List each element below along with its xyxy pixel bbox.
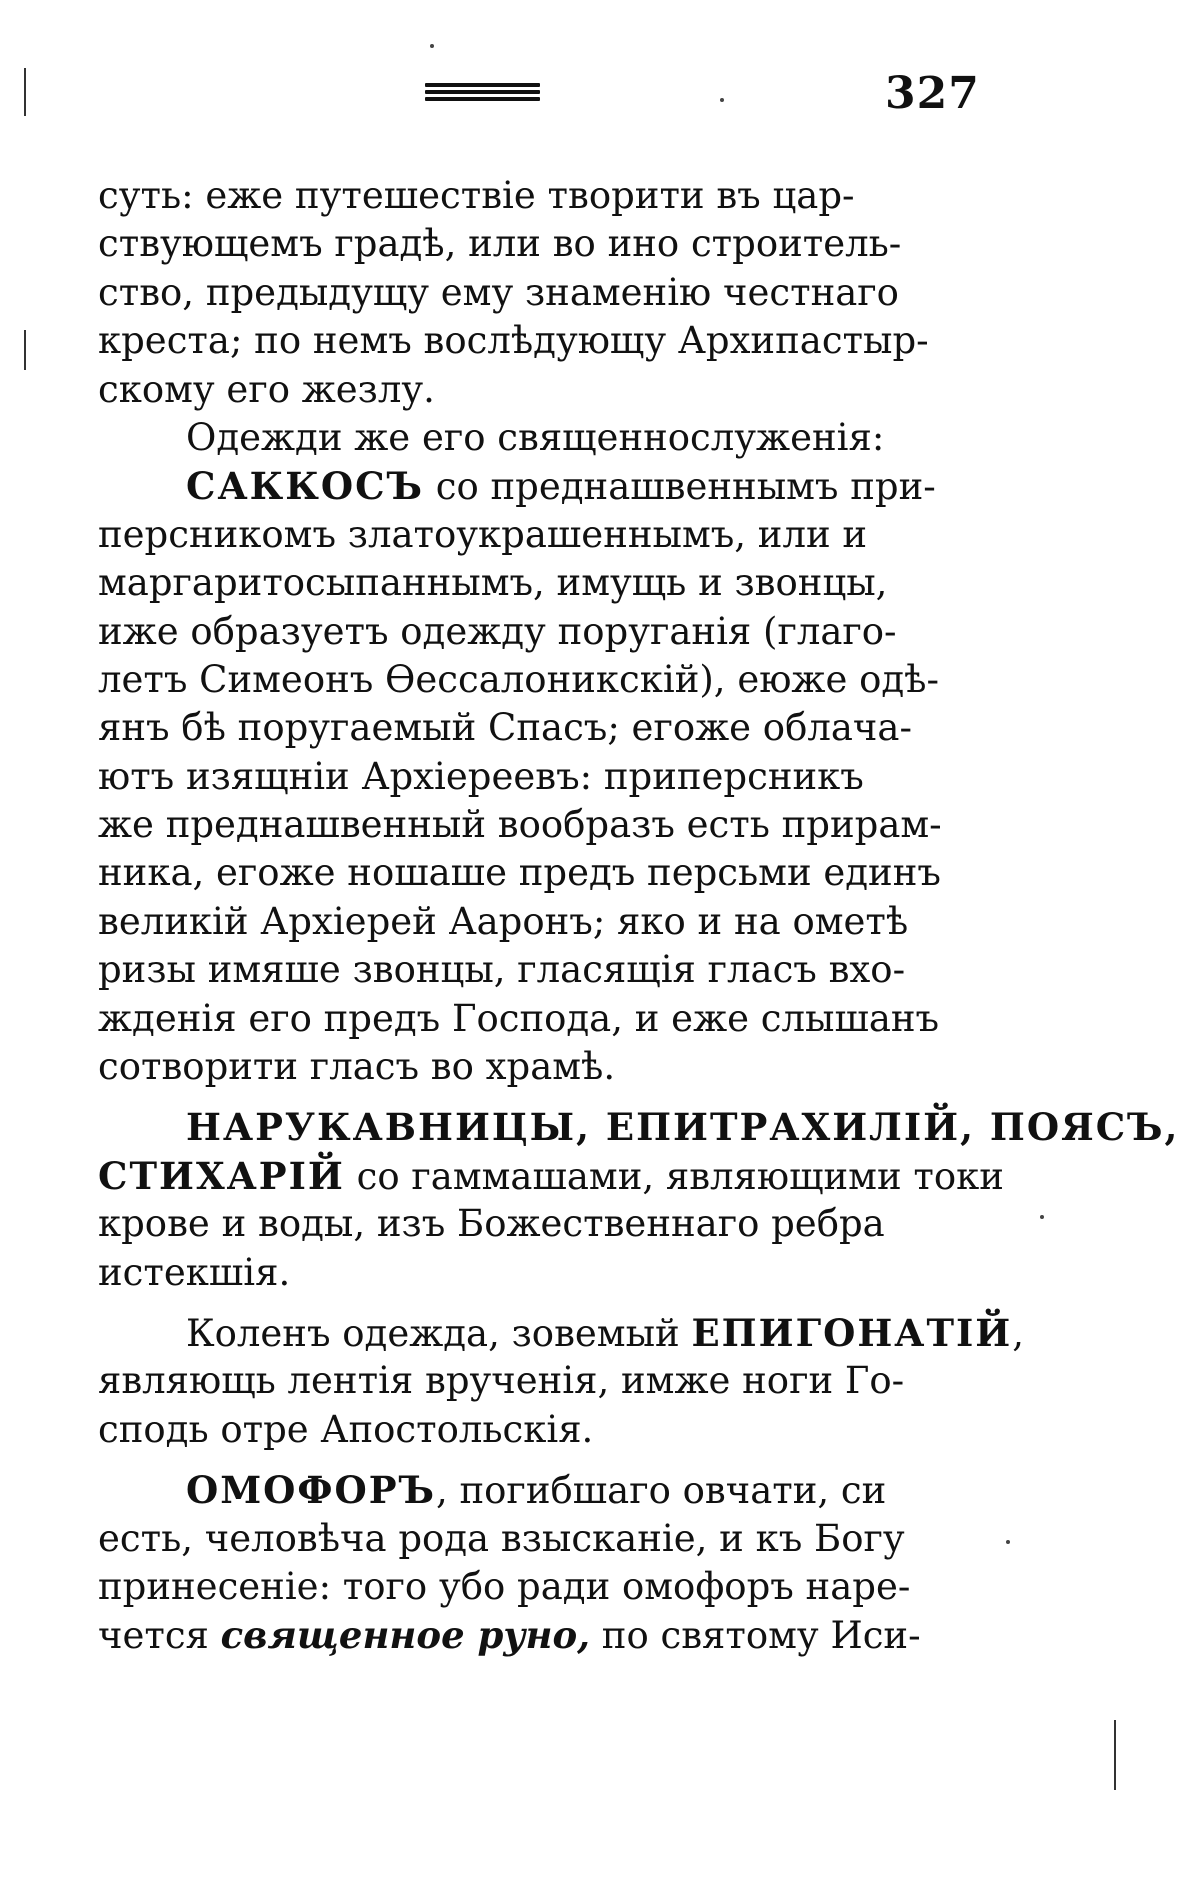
text-line: персникомъ златоукрашеннымъ, или и (98, 512, 868, 556)
text-line: ризы имяше звонцы, гласящія гласъ вхо- (98, 948, 906, 992)
text-run: , погибшаго овчати, си (435, 1469, 887, 1513)
text-line: жденія его предъ Господа, и еже слышанъ (98, 996, 940, 1040)
vestment-term: НАРУКАВНИЦЫ, ЕПИТРАХИЛІЙ, ПОЯСЪ, (186, 1105, 1179, 1150)
page-header (0, 68, 1140, 128)
text-line (98, 1466, 968, 1514)
body-text (98, 172, 1179, 1660)
text-line: маргаритосыпаннымъ, имущь и звонцы, (98, 561, 888, 605)
text-line: летъ Симеонъ Ѳессалоникскій), еюже одѣ- (98, 657, 939, 701)
text-line: есть, человѣча рода взысканіе, и къ Богу (98, 1516, 905, 1560)
ink-speck (1006, 1540, 1010, 1544)
text-line (98, 462, 968, 510)
text-line: Одежди же его священнослуженія: (186, 415, 885, 459)
text-line: суть: еже путешествіе творити въ цар- (98, 174, 855, 217)
text-line: иже образуетъ одежду поруганія (глаго- (98, 609, 897, 653)
text-line: великій Архіерей Ааронъ; яко и на ометѣ (98, 899, 909, 943)
text-run: по святому Иси- (590, 1614, 921, 1658)
page-number: 327 (885, 68, 980, 119)
left-margin-mark (24, 330, 26, 370)
text-run: , (1012, 1311, 1025, 1355)
text-line: принесеніе: того убо ради омофоръ наре- (98, 1564, 911, 1608)
text-line: сподь отре Апостольскія. (98, 1407, 594, 1451)
vestment-term: ЕПИГОНАТІЙ (691, 1310, 1013, 1355)
vestment-term: ОМОФОРЪ (186, 1468, 436, 1513)
ink-speck (430, 44, 434, 48)
text-line (98, 1611, 968, 1659)
text-line: крове и воды, изъ Божественнаго ребра (98, 1202, 885, 1246)
text-line: ство, предыдущу ему знаменію честнаго (98, 270, 899, 314)
text-line: являющь лентія врученія, имже ноги Го- (98, 1359, 905, 1403)
text-line: ютъ изящніи Архіереевъ: приперсникъ (98, 754, 864, 798)
text-run: чется (98, 1614, 221, 1658)
text-run: со преднашвеннымъ при- (423, 465, 936, 509)
text-line (98, 1152, 1004, 1200)
text-run: Коленъ одежда, зовемый (186, 1311, 692, 1355)
text-line: же преднашвенный вообразъ есть прирам- (98, 803, 942, 847)
text-line: истекшія. (98, 1250, 291, 1294)
text-run: со гаммашами, являющими токи (344, 1154, 1004, 1198)
text-line: скому его жезлу. (98, 367, 435, 411)
text-line: ствующемъ градѣ, или во ино строитель- (98, 222, 902, 266)
text-line: сотворити гласъ во храмѣ. (98, 1045, 616, 1089)
right-margin-mark (1114, 1720, 1116, 1790)
ink-speck (1040, 1215, 1044, 1219)
text-line: ника, егоже ношаше предъ персьми единъ (98, 851, 941, 895)
vestment-term: СТИХАРІЙ (98, 1153, 345, 1198)
text-line: креста; по немъ вослѣдующу Архипастыр- (98, 319, 929, 363)
vestment-term: САККОСЪ (186, 464, 424, 509)
text-line: янъ бѣ поругаемый Спасъ; егоже облача- (98, 706, 912, 750)
italic-phrase: священное руно, (220, 1613, 591, 1658)
text-line (98, 1309, 1025, 1357)
header-ornament (425, 83, 540, 101)
